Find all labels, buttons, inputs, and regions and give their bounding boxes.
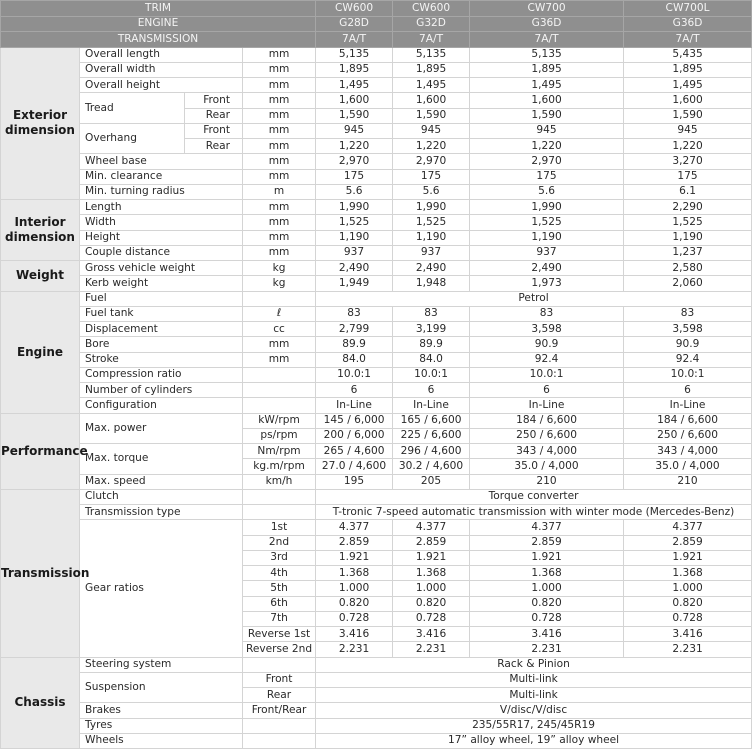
row-unit (243, 505, 316, 520)
row-value: 165 / 6,600 (393, 413, 470, 428)
row-unit: kW/rpm (243, 413, 316, 428)
row-unit (243, 733, 316, 748)
row-unit (243, 367, 316, 382)
row-value: 5.6 (316, 184, 393, 199)
row-label: Tyres (80, 718, 243, 733)
header-label: ENGINE (1, 16, 316, 32)
row-value: 83 (393, 306, 470, 321)
row-value: 1,895 (316, 62, 393, 77)
spec-row (1, 93, 752, 108)
row-unit: mm (243, 245, 316, 260)
row-unit: mm (243, 154, 316, 169)
row-label: Overall length (80, 47, 243, 62)
spec-row (1, 215, 752, 230)
row-value: 0.728 (470, 611, 624, 626)
row-unit: Reverse 1st (243, 627, 316, 642)
row-value: 265 / 4,600 (316, 444, 393, 459)
row-value: 2.859 (393, 535, 470, 550)
row-unit: 4th (243, 566, 316, 581)
row-value: 937 (316, 245, 393, 260)
row-value: 945 (393, 123, 470, 138)
header-value: 7A/T (624, 32, 752, 48)
row-value: 1,525 (316, 215, 393, 230)
row-value: 0.728 (624, 611, 752, 626)
row-value: 3.416 (624, 627, 752, 642)
row-label: Number of cylinders (80, 383, 243, 398)
row-value: 1,220 (316, 139, 393, 154)
header-value: 7A/T (470, 32, 624, 48)
row-label: Transmission type (80, 505, 243, 520)
row-unit: mm (243, 139, 316, 154)
row-value: 1,600 (470, 93, 624, 108)
row-value: 0.728 (316, 611, 393, 626)
row-value: 6 (624, 383, 752, 398)
row-sublabel: Front (185, 123, 243, 138)
row-label: Width (80, 215, 243, 230)
row-label: Overall height (80, 78, 243, 93)
row-value: 10.0:1 (393, 367, 470, 382)
row-value: 90.9 (470, 337, 624, 352)
row-unit: mm (243, 108, 316, 123)
row-label: Bore (80, 337, 243, 352)
spec-row (1, 733, 752, 748)
row-value: 3.416 (470, 627, 624, 642)
spec-row (1, 383, 752, 398)
header-label: TRANSMISSION (1, 32, 316, 48)
header-value: 7A/T (393, 32, 470, 48)
row-value: 89.9 (316, 337, 393, 352)
row-value: 3.416 (316, 627, 393, 642)
row-value: 1,590 (470, 108, 624, 123)
row-value: 175 (624, 169, 752, 184)
row-value: 5,135 (470, 47, 624, 62)
row-value: 195 (316, 474, 393, 489)
row-value: 1,220 (393, 139, 470, 154)
row-span-value: Multi-link (316, 672, 752, 687)
row-value: 1.921 (470, 550, 624, 565)
row-unit: mm (243, 78, 316, 93)
row-value: 10.0:1 (624, 367, 752, 382)
row-value: 1,600 (316, 93, 393, 108)
row-value: 945 (624, 123, 752, 138)
row-value: 1,190 (393, 230, 470, 245)
row-value: 27.0 / 4,600 (316, 459, 393, 474)
row-value: 1,895 (393, 62, 470, 77)
row-value: 1.921 (316, 550, 393, 565)
row-unit (243, 489, 316, 504)
row-value: 92.4 (624, 352, 752, 367)
section-title: Weight (1, 261, 80, 292)
row-value: 175 (393, 169, 470, 184)
row-label: Wheel base (80, 154, 243, 169)
header-value: G28D (316, 16, 393, 32)
row-value: 210 (624, 474, 752, 489)
row-value: 3,598 (470, 322, 624, 337)
row-value: 4.377 (393, 520, 470, 535)
row-value: 1,495 (316, 78, 393, 93)
row-value: 2,490 (393, 261, 470, 276)
spec-row (1, 444, 752, 459)
row-span-value: T-tronic 7-speed automatic transmission with winter mode (Mercedes-Benz) (316, 505, 752, 520)
row-unit: Rear (243, 688, 316, 703)
row-value: 1,973 (470, 276, 624, 291)
row-label: Configuration (80, 398, 243, 413)
spec-row (1, 123, 752, 138)
spec-row (1, 367, 752, 382)
row-value: 4.377 (624, 520, 752, 535)
spec-row (1, 245, 752, 260)
row-unit: 2nd (243, 535, 316, 550)
row-unit: Nm/rpm (243, 444, 316, 459)
row-value: 1,495 (393, 78, 470, 93)
row-span-value: 17” alloy wheel, 19” alloy wheel (316, 733, 752, 748)
row-span-value: Multi-link (316, 688, 752, 703)
row-value: 4.377 (316, 520, 393, 535)
spec-row (1, 718, 752, 733)
spec-row (1, 276, 752, 291)
row-value: 2.231 (316, 642, 393, 657)
header-row (1, 1, 752, 17)
row-unit (243, 398, 316, 413)
header-value: G36D (624, 16, 752, 32)
row-value: 0.820 (624, 596, 752, 611)
row-unit: kg (243, 261, 316, 276)
row-label: Compression ratio (80, 367, 243, 382)
row-label: Wheels (80, 733, 243, 748)
row-value: 225 / 6,600 (393, 428, 470, 443)
header-value: CW600 (393, 1, 470, 17)
spec-row (1, 169, 752, 184)
row-value: 6 (393, 383, 470, 398)
row-sublabel: Front (185, 93, 243, 108)
row-value: 2.231 (470, 642, 624, 657)
row-value: 210 (470, 474, 624, 489)
row-value: 1,590 (316, 108, 393, 123)
row-value: 2,580 (624, 261, 752, 276)
row-value: 1.000 (393, 581, 470, 596)
row-value: 1,590 (624, 108, 752, 123)
spec-row (1, 78, 752, 93)
row-value: 205 (393, 474, 470, 489)
row-label: Clutch (80, 489, 243, 504)
row-value: 4.377 (470, 520, 624, 535)
row-value: 3,270 (624, 154, 752, 169)
spec-row (1, 230, 752, 245)
spec-row (1, 474, 752, 489)
row-value: 1.921 (624, 550, 752, 565)
spec-row (1, 657, 752, 672)
row-label: Gear ratios (80, 520, 243, 657)
row-value: 1,525 (470, 215, 624, 230)
spec-row (1, 306, 752, 321)
row-label: Stroke (80, 352, 243, 367)
row-value: 1,190 (624, 230, 752, 245)
row-unit: km/h (243, 474, 316, 489)
row-value: 84.0 (316, 352, 393, 367)
header-label: TRIM (1, 1, 316, 17)
row-label: Overall width (80, 62, 243, 77)
row-value: 2.859 (316, 535, 393, 550)
row-unit: Front/Rear (243, 703, 316, 718)
row-value: 1,495 (624, 78, 752, 93)
row-value: 184 / 6,600 (470, 413, 624, 428)
row-label: Brakes (80, 703, 243, 718)
row-value: 343 / 4,000 (624, 444, 752, 459)
row-value: 1,237 (624, 245, 752, 260)
row-value: 296 / 4,600 (393, 444, 470, 459)
spec-row (1, 154, 752, 169)
row-value: 92.4 (470, 352, 624, 367)
row-unit: cc (243, 322, 316, 337)
row-value: 2.859 (470, 535, 624, 550)
row-unit (243, 291, 316, 306)
row-value: In-Line (393, 398, 470, 413)
row-value: 1,600 (624, 93, 752, 108)
row-value: 184 / 6,600 (624, 413, 752, 428)
row-value: 1,190 (316, 230, 393, 245)
row-value: 1.368 (470, 566, 624, 581)
row-label: Overhang (80, 123, 185, 154)
header-value: 7A/T (316, 32, 393, 48)
spec-row (1, 261, 752, 276)
row-value: 1.000 (316, 581, 393, 596)
row-value: 1,990 (470, 200, 624, 215)
row-value: 0.820 (470, 596, 624, 611)
row-value: 1,600 (393, 93, 470, 108)
row-value: 2,290 (624, 200, 752, 215)
spec-row (1, 62, 752, 77)
row-value: 937 (470, 245, 624, 260)
header-value: CW600 (316, 1, 393, 17)
row-value: In-Line (470, 398, 624, 413)
row-label: Height (80, 230, 243, 245)
row-value: 1.921 (393, 550, 470, 565)
header-row (1, 16, 752, 32)
row-value: 5,435 (624, 47, 752, 62)
row-unit: mm (243, 337, 316, 352)
spec-row (1, 672, 752, 687)
row-unit: mm (243, 200, 316, 215)
header-value: CW700 (470, 1, 624, 17)
row-value: 0.820 (316, 596, 393, 611)
row-value: 2,060 (624, 276, 752, 291)
row-value: In-Line (624, 398, 752, 413)
row-unit: 1st (243, 520, 316, 535)
row-value: 2.859 (624, 535, 752, 550)
row-label: Min. clearance (80, 169, 243, 184)
row-value: 200 / 6,000 (316, 428, 393, 443)
row-value: 6.1 (624, 184, 752, 199)
row-value: 10.0:1 (316, 367, 393, 382)
row-label: Displacement (80, 322, 243, 337)
row-value: In-Line (316, 398, 393, 413)
row-value: 2,970 (316, 154, 393, 169)
spec-row (1, 398, 752, 413)
row-unit (243, 383, 316, 398)
row-value: 5.6 (393, 184, 470, 199)
row-value: 1,990 (393, 200, 470, 215)
row-unit (243, 718, 316, 733)
row-value: 35.0 / 4,000 (470, 459, 624, 474)
row-span-value: 235/55R17, 245/45R19 (316, 718, 752, 733)
row-value: 10.0:1 (470, 367, 624, 382)
row-unit: 3rd (243, 550, 316, 565)
row-label: Couple distance (80, 245, 243, 260)
row-value: 1,948 (393, 276, 470, 291)
row-unit: mm (243, 215, 316, 230)
row-unit: mm (243, 123, 316, 138)
row-value: 250 / 6,600 (624, 428, 752, 443)
row-value: 175 (470, 169, 624, 184)
row-label: Fuel tank (80, 306, 243, 321)
row-value: 145 / 6,000 (316, 413, 393, 428)
row-value: 1,495 (470, 78, 624, 93)
section-title: Chassis (1, 657, 80, 749)
spec-row (1, 489, 752, 504)
row-value: 1.000 (470, 581, 624, 596)
row-value: 1,220 (470, 139, 624, 154)
row-unit (243, 657, 316, 672)
header-value: G32D (393, 16, 470, 32)
row-value: 90.9 (624, 337, 752, 352)
section-title: Performance (1, 413, 80, 489)
row-label: Fuel (80, 291, 243, 306)
header-row (1, 32, 752, 48)
row-span-value: Petrol (316, 291, 752, 306)
row-value: 250 / 6,600 (470, 428, 624, 443)
row-span-value: Rack & Pinion (316, 657, 752, 672)
row-value: 5.6 (470, 184, 624, 199)
row-value: 1,220 (624, 139, 752, 154)
row-unit: mm (243, 93, 316, 108)
spec-row (1, 703, 752, 718)
row-unit: mm (243, 352, 316, 367)
row-value: 3.416 (393, 627, 470, 642)
row-label: Max. power (80, 413, 243, 444)
header-value: G36D (470, 16, 624, 32)
row-label: Length (80, 200, 243, 215)
row-value: 1,990 (316, 200, 393, 215)
row-value: 3,199 (393, 322, 470, 337)
row-unit: ps/rpm (243, 428, 316, 443)
row-value: 945 (470, 123, 624, 138)
row-value: 2,799 (316, 322, 393, 337)
row-value: 1,895 (470, 62, 624, 77)
spec-row (1, 337, 752, 352)
spec-row (1, 505, 752, 520)
row-label: Steering system (80, 657, 243, 672)
row-unit: Reverse 2nd (243, 642, 316, 657)
row-value: 1,190 (470, 230, 624, 245)
row-span-value: V/disc/V/disc (316, 703, 752, 718)
row-value: 1,895 (624, 62, 752, 77)
row-label: Suspension (80, 672, 243, 703)
row-value: 5,135 (316, 47, 393, 62)
row-value: 1.368 (393, 566, 470, 581)
row-unit: mm (243, 230, 316, 245)
row-unit: 7th (243, 611, 316, 626)
row-value: 5,135 (393, 47, 470, 62)
spec-row (1, 520, 752, 535)
spec-row (1, 47, 752, 62)
spec-row (1, 291, 752, 306)
row-span-value: Torque converter (316, 489, 752, 504)
row-value: 343 / 4,000 (470, 444, 624, 459)
row-value: 2.231 (393, 642, 470, 657)
section-title: Engine (1, 291, 80, 413)
row-unit: mm (243, 47, 316, 62)
section-title: Transmission (1, 489, 80, 657)
row-unit: mm (243, 62, 316, 77)
row-value: 2,970 (393, 154, 470, 169)
row-unit: Front (243, 672, 316, 687)
row-label: Kerb weight (80, 276, 243, 291)
section-title: Exterior dimension (1, 47, 80, 200)
row-unit: 5th (243, 581, 316, 596)
row-value: 1,525 (624, 215, 752, 230)
row-value: 89.9 (393, 337, 470, 352)
row-value: 1.000 (624, 581, 752, 596)
row-value: 2,970 (470, 154, 624, 169)
row-value: 1,949 (316, 276, 393, 291)
row-unit: ℓ (243, 306, 316, 321)
row-label: Max. speed (80, 474, 243, 489)
row-unit: kg (243, 276, 316, 291)
spec-row (1, 200, 752, 215)
spec-row (1, 352, 752, 367)
row-value: 1.368 (316, 566, 393, 581)
row-value: 1,525 (393, 215, 470, 230)
row-sublabel: Rear (185, 139, 243, 154)
section-title: Interior dimension (1, 200, 80, 261)
row-unit: mm (243, 169, 316, 184)
row-value: 937 (393, 245, 470, 260)
row-value: 83 (470, 306, 624, 321)
row-value: 175 (316, 169, 393, 184)
row-value: 0.820 (393, 596, 470, 611)
row-unit: m (243, 184, 316, 199)
row-label: Max. torque (80, 444, 243, 475)
row-value: 2,490 (316, 261, 393, 276)
row-value: 1,590 (393, 108, 470, 123)
row-label: Tread (80, 93, 185, 124)
row-value: 3,598 (624, 322, 752, 337)
row-value: 6 (470, 383, 624, 398)
row-value: 2.231 (624, 642, 752, 657)
row-value: 84.0 (393, 352, 470, 367)
row-label: Min. turning radius (80, 184, 243, 199)
row-value: 35.0 / 4,000 (624, 459, 752, 474)
row-value: 6 (316, 383, 393, 398)
header-value: CW700L (624, 1, 752, 17)
row-value: 83 (316, 306, 393, 321)
spec-row (1, 413, 752, 428)
row-value: 945 (316, 123, 393, 138)
spec-row (1, 322, 752, 337)
row-unit: 6th (243, 596, 316, 611)
row-value: 1.368 (624, 566, 752, 581)
spec-row (1, 184, 752, 199)
row-value: 2,490 (470, 261, 624, 276)
row-value: 30.2 / 4,600 (393, 459, 470, 474)
row-value: 0.728 (393, 611, 470, 626)
row-sublabel: Rear (185, 108, 243, 123)
row-value: 83 (624, 306, 752, 321)
row-unit: kg.m/rpm (243, 459, 316, 474)
row-label: Gross vehicle weight (80, 261, 243, 276)
